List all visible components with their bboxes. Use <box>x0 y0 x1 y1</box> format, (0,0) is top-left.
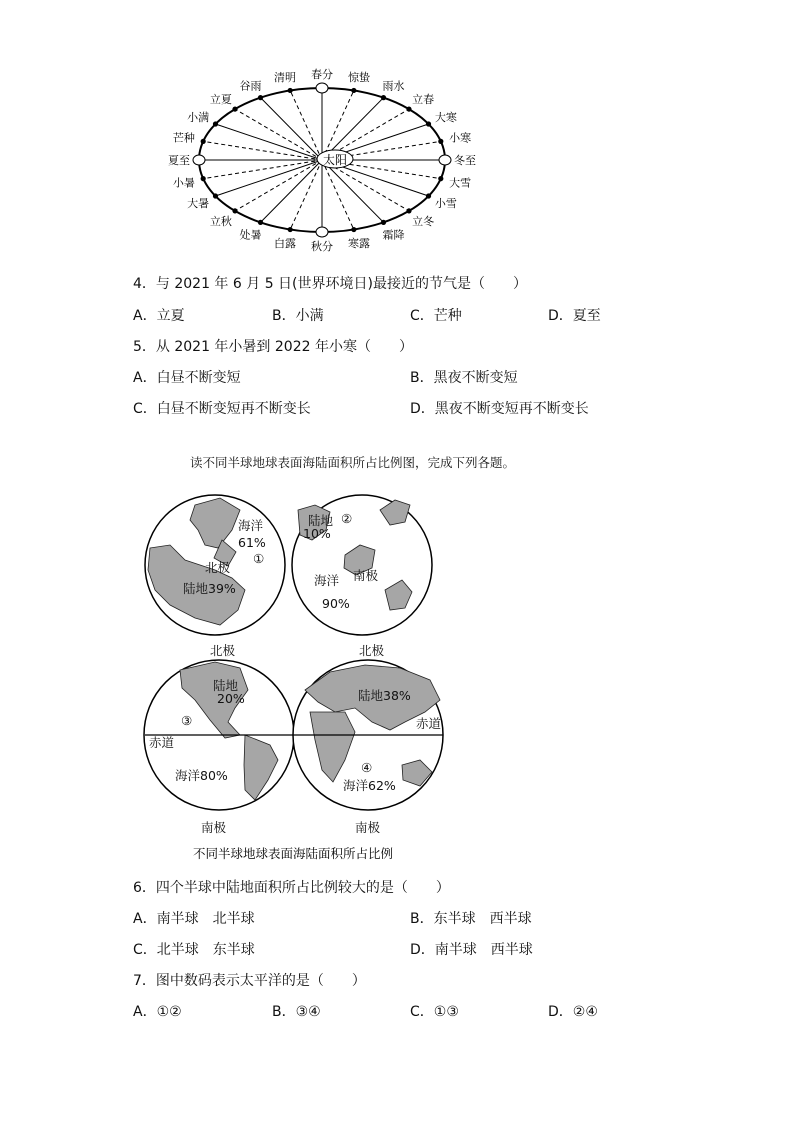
term-label: 清明 <box>273 70 296 84</box>
term-spoke <box>203 141 322 160</box>
question-7-option-b[interactable]: B．③④ <box>272 1004 321 1020</box>
term-spoke <box>322 90 354 160</box>
h4-north-pole: 北极 <box>359 643 385 658</box>
question-6-option-a[interactable]: A．南半球 北半球 <box>133 911 255 927</box>
question-4-option-a[interactable]: A．立夏 <box>133 308 185 324</box>
question-6-stem: 6．四个半球中陆地面积所占比例较大的是（ ） <box>133 880 450 896</box>
h4-south-pole: 南极 <box>355 820 381 835</box>
question-5-option-c[interactable]: C．白昼不断变短再不断变长 <box>133 401 311 417</box>
term-dot <box>406 106 411 111</box>
question-7-option-d[interactable]: D．②④ <box>548 1004 598 1020</box>
term-label: 霜降 <box>382 228 405 242</box>
term-dot <box>381 220 386 225</box>
term-dot <box>213 193 218 198</box>
hemisphere-maps <box>130 480 450 870</box>
term-label: 立冬 <box>412 214 435 228</box>
solar-terms-diagram <box>150 60 490 260</box>
term-label: 立秋 <box>209 214 232 228</box>
major-term-marker <box>316 83 328 93</box>
sun-label: 太阳 <box>322 153 348 167</box>
term-label: 立春 <box>412 93 435 107</box>
h2-ocean-label: 海洋 <box>314 573 340 588</box>
term-dot <box>438 176 443 181</box>
term-dot <box>426 121 431 126</box>
term-dot <box>201 139 206 144</box>
major-term-marker <box>193 155 205 165</box>
question-5-stem: 5．从 2021 年小暑到 2022 年小寒（ ） <box>133 339 413 355</box>
term-label: 小寒 <box>449 131 472 145</box>
h2-pole: 南极 <box>353 568 379 583</box>
h1-ocean-pct: 61% <box>238 535 266 550</box>
term-dot <box>288 227 293 232</box>
hemisphere-caption: 不同半球地球表面海陆面积所占比例 <box>192 846 394 861</box>
term-label: 大雪 <box>449 176 472 190</box>
h3-ocean: 海洋80% <box>175 768 228 783</box>
term-dot <box>288 88 293 93</box>
term-label: 谷雨 <box>239 79 262 93</box>
term-spoke <box>261 160 323 222</box>
question-5-option-a[interactable]: A．白昼不断变短 <box>133 370 241 386</box>
term-label: 大暑 <box>187 197 210 210</box>
major-term-marker <box>316 227 328 237</box>
term-spoke <box>215 124 322 160</box>
term-label: 小雪 <box>434 197 457 210</box>
term-label: 惊蛰 <box>348 70 371 84</box>
h1-land: 陆地39% <box>183 581 236 596</box>
term-dot <box>201 176 206 181</box>
term-label: 立夏 <box>209 93 232 107</box>
term-spoke <box>290 160 322 230</box>
term-label: 夏至 <box>168 154 190 167</box>
term-label: 雨水 <box>382 79 405 93</box>
question-4-option-d[interactable]: D．夏至 <box>548 308 601 324</box>
term-label: 大寒 <box>434 111 457 124</box>
question-4-stem: 4．与 2021 年 6 月 5 日(世界环境日)最接近的节气是（ ） <box>133 276 527 292</box>
h3-number: ③ <box>181 713 193 728</box>
major-term-marker <box>439 155 451 165</box>
question-7-stem: 7．图中数码表示太平洋的是（ ） <box>133 973 366 989</box>
term-label: 处暑 <box>239 228 262 242</box>
h2-land-label: 陆地 <box>308 513 334 528</box>
term-dot <box>406 208 411 213</box>
h2-number: ② <box>341 511 353 526</box>
term-spoke <box>215 160 322 196</box>
term-dot <box>258 220 263 225</box>
h3-land-label: 陆地 <box>213 678 239 693</box>
term-label: 白露 <box>273 237 296 251</box>
h1-pole: 北极 <box>205 560 231 575</box>
question-5-option-d[interactable]: D．黑夜不断变短再不断变长 <box>410 401 589 417</box>
question-6-option-c[interactable]: C．北半球 东半球 <box>133 942 255 958</box>
h3-equator: 赤道 <box>149 735 175 750</box>
question-5-option-b[interactable]: B．黑夜不断变短 <box>410 370 518 386</box>
term-label: 芒种 <box>172 131 195 145</box>
term-dot <box>232 106 237 111</box>
term-label: 小暑 <box>172 176 195 190</box>
question-6-option-d[interactable]: D．南半球 西半球 <box>410 942 533 958</box>
term-spoke <box>322 160 384 222</box>
term-dot <box>213 121 218 126</box>
h3-south-pole: 南极 <box>201 820 227 835</box>
term-dot <box>351 88 356 93</box>
section-intro: 读不同半球地球表面海陆面积所占比例图，完成下列各题。 <box>190 455 516 470</box>
term-dot <box>258 95 263 100</box>
term-spoke <box>322 160 354 230</box>
term-dot <box>351 227 356 232</box>
question-7-option-c[interactable]: C．①③ <box>410 1004 459 1020</box>
term-label: 冬至 <box>454 154 476 167</box>
question-4-option-b[interactable]: B．小满 <box>272 308 324 324</box>
h3-north-pole: 北极 <box>210 643 236 658</box>
h4-land: 陆地38% <box>358 688 411 703</box>
h2-land-pct: 10% <box>303 526 331 541</box>
term-dot <box>426 193 431 198</box>
term-label: 寒露 <box>348 237 371 251</box>
term-spoke <box>203 160 322 179</box>
h1-number: ① <box>253 551 265 566</box>
term-label: 春分 <box>311 68 333 81</box>
question-6-option-b[interactable]: B．东半球 西半球 <box>410 911 532 927</box>
question-4-option-c[interactable]: C．芒种 <box>410 308 462 324</box>
term-spoke <box>290 90 322 160</box>
term-dot <box>381 95 386 100</box>
term-label: 小满 <box>187 111 210 124</box>
h4-number: ④ <box>361 760 373 775</box>
question-7-option-a[interactable]: A．①② <box>133 1004 182 1020</box>
h4-ocean: 海洋62% <box>343 778 396 793</box>
term-dot <box>438 139 443 144</box>
h2-ocean-pct: 90% <box>322 596 350 611</box>
term-spoke <box>261 98 323 160</box>
term-label: 秋分 <box>311 240 333 253</box>
h3-land-pct: 20% <box>217 691 245 706</box>
term-dot <box>232 208 237 213</box>
h1-ocean-label: 海洋 <box>238 518 264 533</box>
h4-equator: 赤道 <box>416 716 442 731</box>
